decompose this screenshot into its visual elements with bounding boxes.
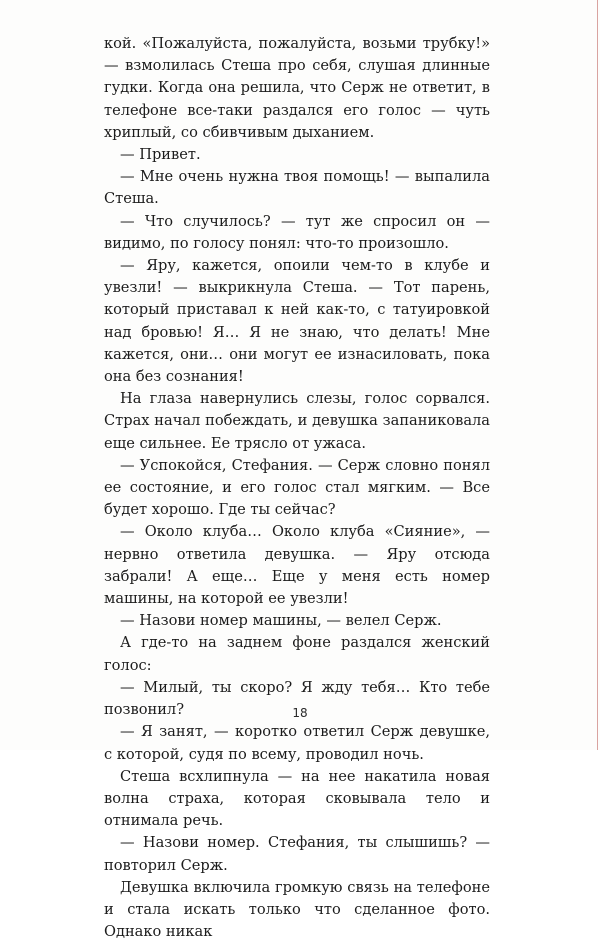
paragraph: кой. «Пожалуйста, пожалуйста, возьми трубку!» — взмолилась Стеша про себя, слушая длинные гудки. Когда она решила, что Серж не ответит, в телефоне все-таки раздался его голос — чуть хриплый, со сбивчивым дыханием. [104, 35, 490, 141]
paragraph: — Успокойся, Стефания. — Серж словно понял ее состояние, и его голос стал мягким. — Все будет хорошо. Где ты сейчас? [104, 456, 490, 519]
paragraph: На глаза навернулись слезы, голос сорвался. Страх начал побеждать, и девушка запаниковала еще сильнее. Ее трясло от ужаса. [104, 390, 490, 452]
body-text [104, 33, 490, 943]
paragraph: — Я занят, — коротко ответил Серж девушке, с которой, судя по всему, проводил ночь. [104, 723, 490, 763]
paragraph: — Около клуба… Около клуба «Сияние», — нервно ответила девушка. — Яру отсюда забрали! А еще… Еще у меня есть номер машины, на которой ее увезли! [104, 523, 490, 608]
paragraph: — Мне очень нужна твоя помощь! — выпалила Стеша. [104, 168, 490, 208]
paragraph: — Назови номер. Стефания, ты слышишь? — повторил Серж. [104, 834, 490, 874]
page-number: 18 [292, 706, 308, 720]
paragraph: А где-то на заднем фоне раздался женский голос: [104, 634, 490, 674]
paragraph: Стеша всхлипнула — на нее накатила новая волна страха, которая сковывала тело и отнимала речь. [104, 767, 490, 830]
paragraph: Девушка включила громкую связь на телефоне и стала искать только что сделанное фото. Однако никак [104, 878, 490, 941]
paragraph: — Что случилось? — тут же спросил он — видимо, по голосу понял: что-то произошло. [104, 212, 490, 252]
paragraph: — Привет. [120, 146, 201, 164]
paragraph: — Яру, кажется, опоили чем-то в клубе и увезли! — выкрикнула Стеша. — Тот парень, который приставал к ней как-то, с татуировкой над бровью! Я… Я не знаю, что делать! Мне кажется, они… они могут ее изнасиловать, пока она без сознания! [104, 257, 490, 386]
page-edge-line [597, 0, 598, 750]
paragraph: — Милый, ты скоро? Я жду тебя… Кто тебе позвонил? [104, 678, 490, 719]
paragraph: — Назови номер машины, — велел Серж. [120, 612, 442, 630]
